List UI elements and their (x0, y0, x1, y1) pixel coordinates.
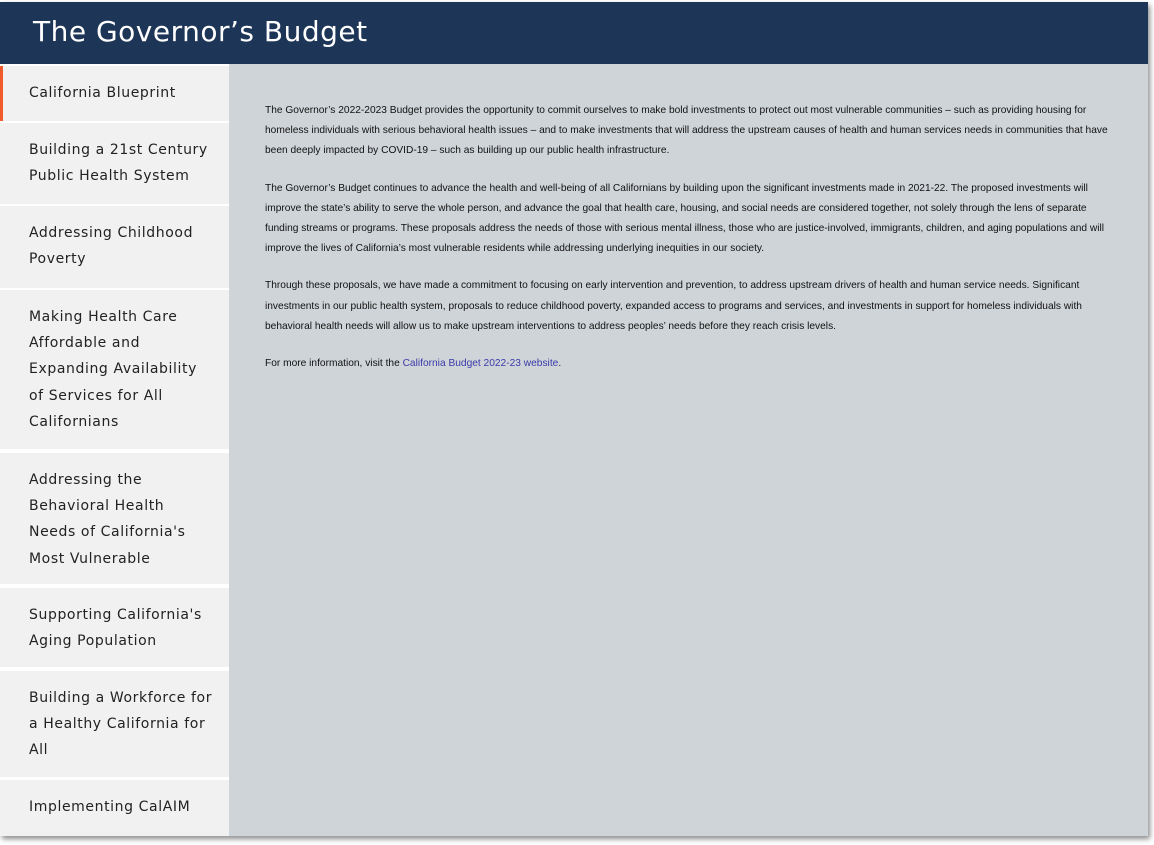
california-budget-link[interactable]: California Budget 2022-23 website (402, 358, 559, 370)
paragraph-budget-overview: The Governor’s 2022-2023 Budget provides the opportunity to commit ourselves to make bold investments to protect out most vulnerable communities – such as providing housing for homeless individuals with serious behavioral health issues – and to make investments that will address the upstream causes of health and human services needs in communities that have been deeply impacted by COVID-19 – such as building up our public health infrastructure. (265, 105, 1108, 157)
main-content (229, 64, 1148, 836)
page-title: The Governor’s Budget (33, 15, 368, 48)
sidebar-item-health-care-affordable[interactable] (0, 290, 229, 449)
content-body (265, 101, 1115, 391)
sidebar-item-label: Addressing Childhood Poverty (29, 225, 194, 268)
sidebar-item-california-blueprint[interactable] (0, 66, 229, 121)
sidebar-item-behavioral-health[interactable] (0, 453, 229, 584)
sidebar-item-label: Making Health Care Affordable and Expanding Availability of Services for All Californians (29, 309, 197, 430)
budget-panel (0, 2, 1148, 836)
paragraph-health-wellbeing: The Governor’s Budget continues to advance the health and well-being of all Californians by building upon the significant investments made in 2021-22. The proposed investments will improve the state’s ability to serve the whole person, and advance the goal that health care, housing, and social needs are considered together, not solely through the lens of separate funding streams or programs. These proposals address the needs of those with serious mental illness, those who are justice-involved, immigrants, children, and aging populations and will improve the lives of California’s most vulnerable residents while addressing underlying inequities in our society. (265, 182, 1105, 255)
sidebar-item-calaim[interactable] (0, 780, 229, 836)
sidebar-item-aging-population[interactable] (0, 588, 229, 667)
more-info-prefix: For more information, visit the (265, 358, 403, 370)
sidebar-item-label: Building a 21st Century Public Health System (29, 142, 208, 185)
sidebar-item-label: Building a Workforce for a Healthy California for All (29, 690, 213, 759)
sidebar-item-label: Addressing the Behavioral Health Needs of California's Most Vulnerable (29, 472, 186, 567)
sidebar-item-label: California Blueprint (29, 85, 176, 101)
header-bar (0, 2, 1148, 64)
more-info-suffix: . (558, 358, 562, 370)
sidebar-item-public-health-system[interactable] (0, 123, 229, 204)
more-info-paragraph (265, 354, 1115, 374)
paragraph-early-intervention: Through these proposals, we have made a commitment to focusing on early intervention and prevention, to address upstream drivers of health and human service needs. Significant investments in our public health system, proposals to reduce childhood poverty, expanded access to programs and services, and investments in support for homeless individuals with behavioral health needs will allow us to make upstream interventions to address peoples’ needs before they reach crisis levels. (265, 280, 1082, 332)
sidebar-item-workforce[interactable] (0, 671, 229, 777)
sidebar-nav (0, 64, 229, 836)
sidebar-item-childhood-poverty[interactable] (0, 206, 229, 288)
sidebar-item-label: Supporting California's Aging Population (29, 607, 202, 650)
sidebar-item-label: Implementing CalAIM (29, 799, 191, 815)
